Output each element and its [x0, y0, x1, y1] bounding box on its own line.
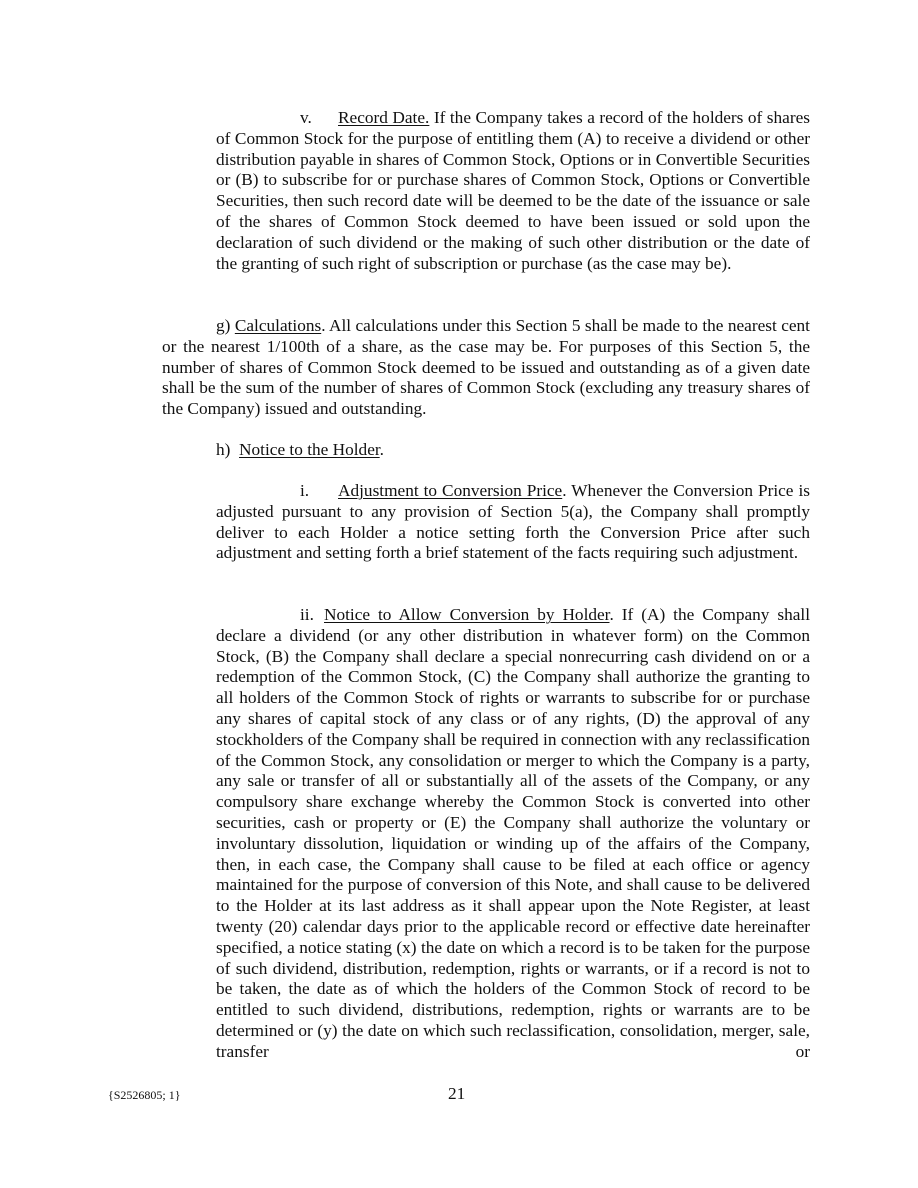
- section-ii-heading: Notice to Allow Conversion by Holder: [324, 605, 610, 624]
- section-h-number: h): [216, 440, 231, 459]
- page-number: 21: [448, 1084, 466, 1103]
- section-g-text: . All calculations under this Section 5 shall be made to the nearest cent or the nearest 1/100th of a share, as the case may be. For purposes of this Section 5, the number of shares of Common Stock deemed to be issued and outstanding as of a given date shall be the sum of the number of shares of Common Stock (excluding any treasury shares of the Company) issued and outstanding.: [162, 316, 810, 419]
- section-v-number: v.: [300, 108, 312, 127]
- section-ii-paragraph: [216, 605, 810, 1063]
- section-g-heading: Calculations: [234, 316, 322, 335]
- section-i-heading: Adjustment to Conversion Price: [338, 481, 563, 500]
- section-v-text: If the Company takes a record of the holders of shares of Common Stock for the purpose of entitling them (A) to receive a dividend or other distribution payable in shares of Common Stock, Options or in Convertible Securities or (B) to subscribe for or purchase shares of Common Stock, Options or Convertible Securities, then such record date will be deemed to be the date of the issuance or sale of the shares of Common Stock deemed to have been issued or sold upon the declaration of such dividend or the making of such other distribution or the date of the granting of such right of subscription or purchase (as the case may be).: [216, 108, 810, 273]
- section-h-heading: Notice to the Holder: [239, 440, 380, 459]
- document-reference: {S2526805; 1}: [108, 1088, 181, 1102]
- section-ii-number: ii.: [300, 605, 314, 624]
- section-i-number: i.: [300, 481, 310, 500]
- section-g-number: g): [216, 316, 231, 335]
- section-h-paragraph: [216, 440, 810, 461]
- section-i-paragraph: [216, 481, 810, 564]
- section-v-heading: Record Date.: [338, 108, 430, 127]
- section-h-text: .: [379, 440, 384, 459]
- section-ii-text: . If (A) the Company shall declare a dividend (or any other distribution in whatever form) on the Common Stock, (B) the Company shall declare a special nonrecurring cash dividend on or a redemption of the Common Stock, (C) the Company shall authorize the granting to all holders of the Common Stock of rights or warrants to subscribe for or purchase any shares of capital stock of any class or of any rights, (D) the approval of any stockholders of the Company shall be required in connection with any reclassification of the Common Stock, any consolidation or merger to which the Company is a party, any sale or transfer of all or substantially all of the assets of the Company, or any compulsory share exchange whereby the Common Stock is converted into other securities, cash or property or (E) the Company shall authorize the voluntary or involuntary dissolution, liquidation or winding up of the affairs of the Company, then, in each case, the Company shall cause to be filed at each office or agency maintained for the purpose of conversion of this Note, and shall cause to be delivered to the Holder at its last address as it shall appear upon the Note Register, at least twenty (20) calendar days prior to the applicable record or effective date hereinafter specified, a notice stating (x) the date on which a record is to be taken for the purpose of such dividend, distribution, redemption, rights or warrants, or if a record is not to be taken, the date as of which the holders of the Common Stock of record to be entitled to such dividend, distributions, redemption, rights or warrants are to be determined or (y) the date on which such reclassification, consolidation, merger, sale, transfer or: [216, 605, 811, 1061]
- section-v-paragraph: [216, 108, 810, 274]
- section-g-paragraph: [162, 316, 810, 420]
- section-i-text: . Whenever the Conversion Price is adjusted pursuant to any provision of Section 5(a), the Company shall promptly deliver to each Holder a notice setting forth the Conversion Price after such adjustment and setting forth a brief statement of the facts requiring such adjustment.: [216, 481, 810, 563]
